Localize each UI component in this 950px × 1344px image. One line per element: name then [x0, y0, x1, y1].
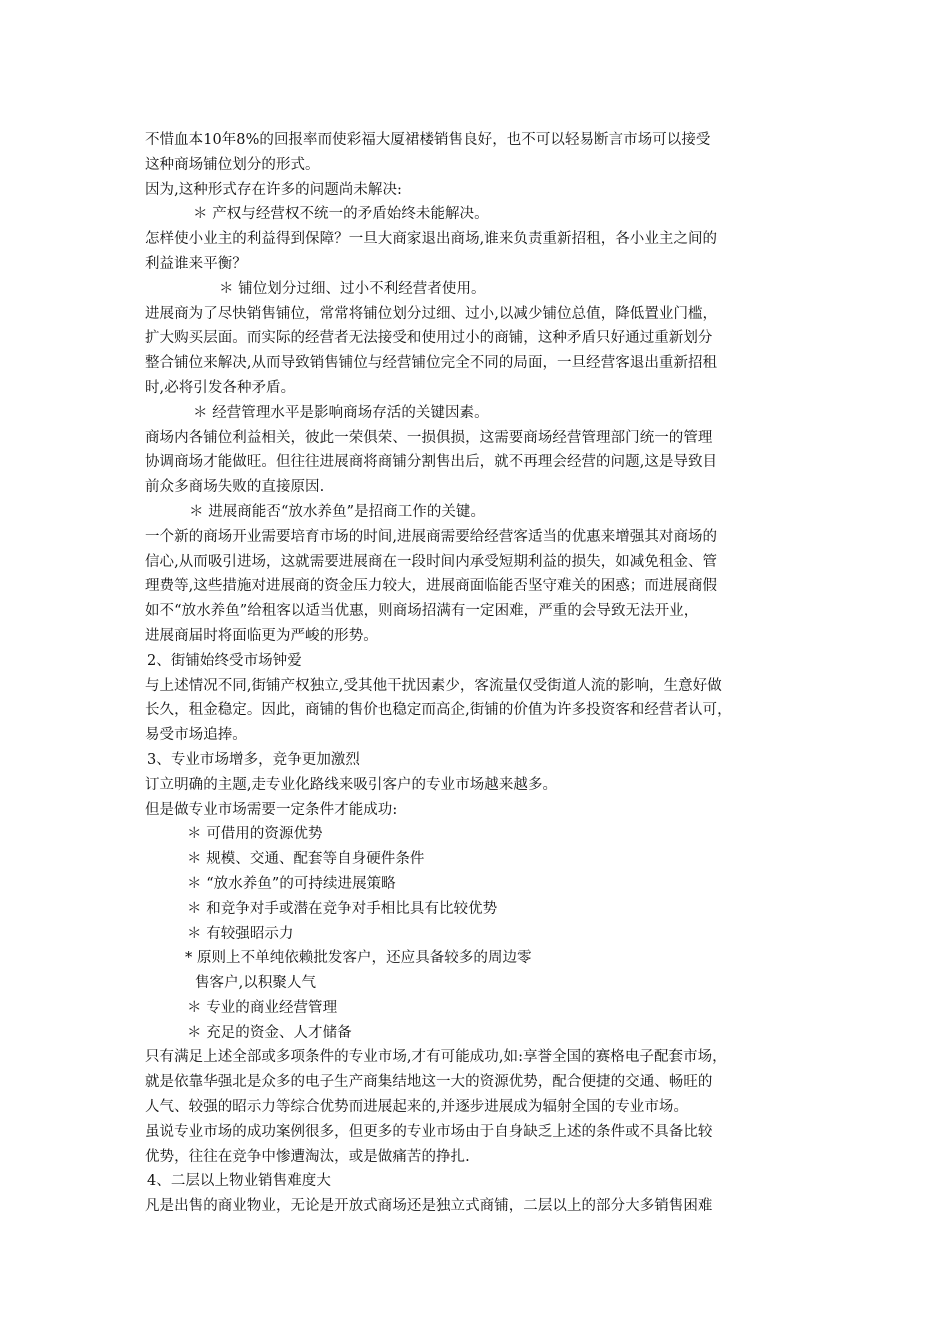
paragraph-line: 只有满足上述全部或多项条件的专业市场,才有可能成功,如:享誉全国的赛格电子配套市场， — [145, 1049, 727, 1066]
paragraph-line: 协调商场才能做旺。但往往进展商将商铺分割售出后，就不再理会经营的问题,这是导致目 — [145, 454, 718, 471]
paragraph-line: 这种商场铺位划分的形式。 — [145, 156, 320, 173]
section-heading: 4、二层以上物业销售难度大 — [147, 1173, 331, 1190]
paragraph-line: 与上述情况不同,街铺产权独立,受其他干扰因素少，客流量仅受街道人流的影响，生意好做 — [145, 677, 722, 694]
paragraph-line: 就是依靠华强北是众多的电子生产商集结地这一大的资源优势，配合便捷的交通、畅旺的 — [145, 1074, 713, 1091]
paragraph-line: 凡是出售的商业物业，无论是开放式商场还是独立式商铺，二层以上的部分大多销售困难 — [145, 1198, 713, 1215]
bullet-item: ＊ 充足的资金、人才储备 — [187, 1024, 352, 1041]
paragraph-line: 不惜血本10年8%的回报率而使彩福大厦裙楼销售良好，也不可以轻易断言市场可以接受 — [145, 132, 711, 148]
bullet-item: ＊ 进展商能否“放水养鱼”是招商工作的关键。 — [189, 503, 486, 520]
bullet-item: ＊ 和竞争对手或潜在竞争对手相比具有比较优势 — [187, 900, 498, 917]
bullet-item: ＊ 规模、交通、配套等自身硬件条件 — [187, 851, 425, 868]
bullet-item: ＊ 有较强昭示力 — [187, 925, 294, 942]
section-heading: 3、专业市场增多，竞争更加激烈 — [147, 751, 360, 768]
paragraph-line: 一个新的商场开业需要培育市场的时间,进展商需要给经营客适当的优惠来增强其对商场的 — [145, 528, 718, 545]
paragraph-line: 理费等,这些措施对进展商的资金压力较大，进展商面临能否坚守难关的困惑；而进展商假 — [145, 578, 718, 595]
paragraph-line: 人气、较强的昭示力等综合优势而进展起来的,并逐步进展成为辐射全国的专业市场。 — [145, 1099, 689, 1116]
bullet-item: ＊ “放水养鱼”的可持续进展策略 — [187, 875, 396, 892]
paragraph-line: 前众多商场失败的直接原因. — [145, 479, 325, 496]
paragraph-line: 易受市场追捧。 — [145, 727, 247, 744]
bullet-item: ＊ 经营管理水平是影响商场存活的关键因素。 — [193, 404, 489, 421]
bullet-item: ＊ 铺位划分过细、过小不利经营者使用。 — [219, 280, 486, 297]
paragraph-line: 如不“放水养鱼”给租客以适当优惠，则商场招满有一定困难，严重的会导致无法开业， — [145, 603, 699, 620]
bullet-item: ＊ 可借用的资源优势 — [187, 826, 323, 843]
paragraph-line: 订立明确的主题,走专业化路线来吸引客户的专业市场越来越多。 — [145, 776, 558, 793]
paragraph-line: 怎样使小业主的利益得到保障？一旦大商家退出商场,谁来负责重新招租，各小业主之间的 — [145, 231, 718, 248]
bullet-item: ＊ 产权与经营权不统一的矛盾始终未能解决。 — [193, 206, 489, 223]
document-body — [145, 128, 813, 1219]
bullet-item: ＊ 专业的商业经营管理 — [187, 999, 338, 1016]
paragraph-line: 利益谁来平衡？ — [145, 255, 247, 272]
section-heading: 2、街铺始终受市场钟爱 — [147, 652, 302, 669]
paragraph-line: 信心,从而吸引进场，这就需要进展商在一段时间内承受短期利益的损失，如减免租金、管 — [145, 553, 718, 570]
paragraph-line: 因为,这种形式存在许多的问题尚未解决: — [145, 181, 402, 198]
paragraph-line: 进展商届时将面临更为严峻的形势。 — [145, 627, 378, 644]
paragraph-line: 商场内各铺位利益相关，彼此一荣俱荣、一损俱损，这需要商场经营管理部门统一的管理 — [145, 429, 713, 446]
bullet-item: * 原则上不单纯依赖批发客户，还应具备较多的周边零 — [185, 950, 532, 967]
paragraph-line: 进展商为了尽快销售铺位，常常将铺位划分过细、过小,以减少铺位总值，降低置业门槛， — [145, 305, 718, 322]
paragraph-line: 长久，租金稳定。因此，商铺的售价也稳定而高企,街铺的价值为许多投资客和经营者认可， — [145, 702, 732, 719]
bullet-item-continuation: 售客户,以积聚人气 — [195, 975, 317, 992]
paragraph-line: 扩大购买层面。而实际的经营者无法接受和使用过小的商铺，这种矛盾只好通过重新划分 — [145, 330, 713, 347]
paragraph-line: 虽说专业市场的成功案例很多，但更多的专业市场由于自身缺乏上述的条件或不具备比较 — [145, 1123, 713, 1140]
paragraph-line: 优势，往往在竞争中惨遭淘汰，或是做痛苦的挣扎. — [145, 1148, 470, 1165]
paragraph-line: 但是做专业市场需要一定条件才能成功: — [145, 801, 398, 818]
paragraph-line: 整合铺位来解决,从而导致销售铺位与经营铺位完全不同的局面，一旦经营客退出重新招租 — [145, 355, 718, 372]
paragraph-line: 时,必将引发各种矛盾。 — [145, 379, 296, 396]
